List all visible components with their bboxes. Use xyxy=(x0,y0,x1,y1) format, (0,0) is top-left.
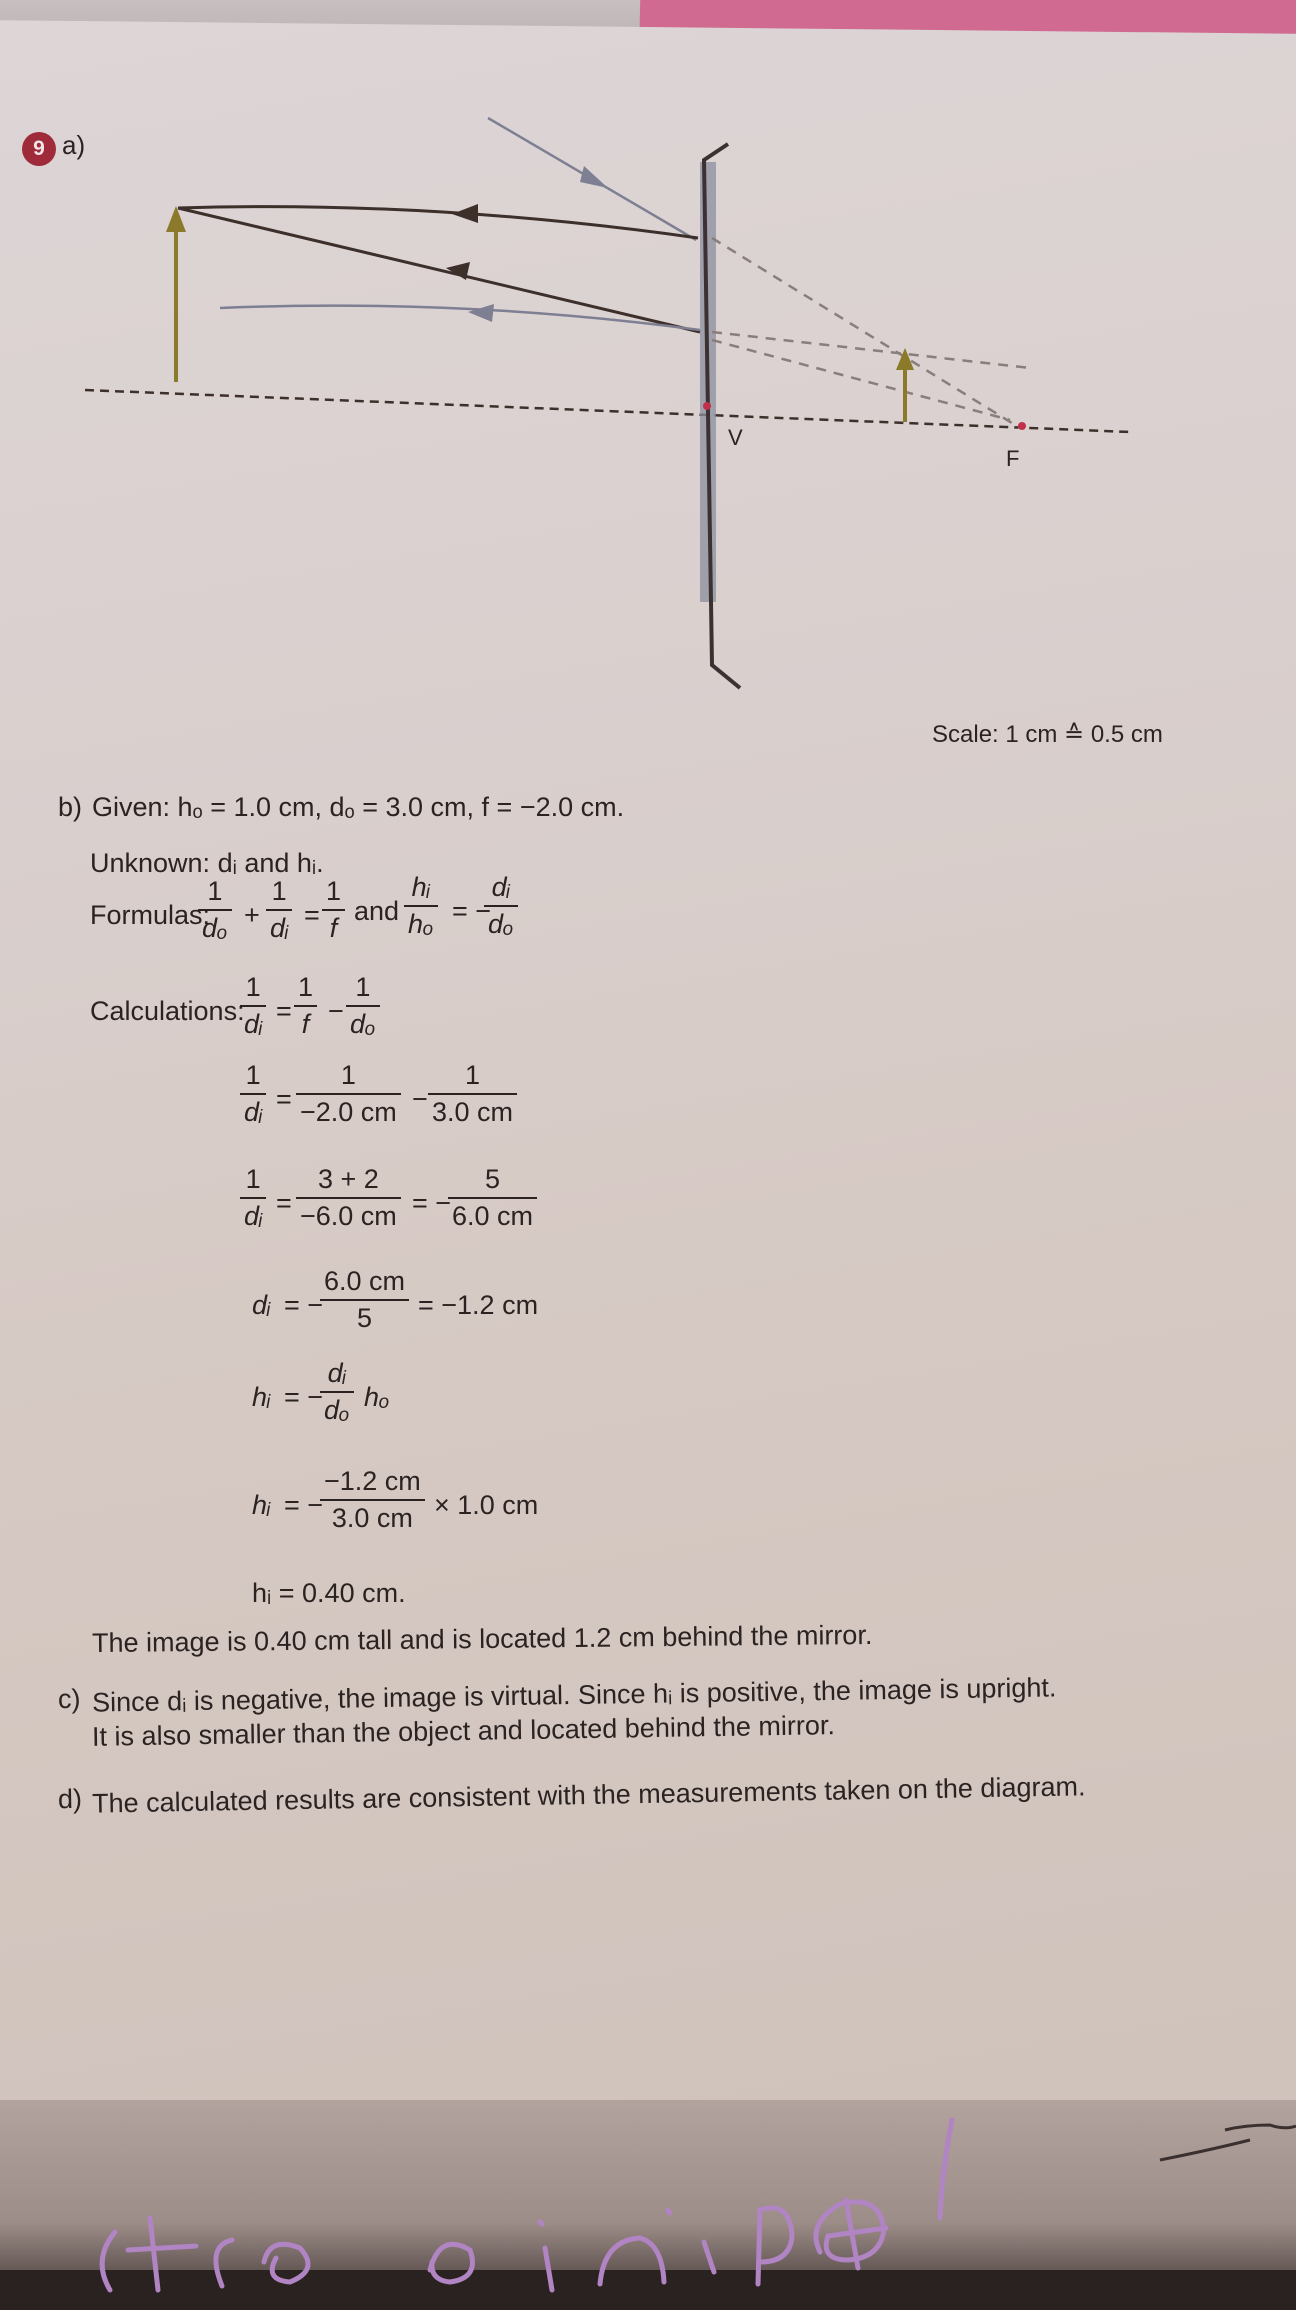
calc2-minus: − xyxy=(412,1084,428,1114)
question-number-badge: 9 xyxy=(22,132,56,166)
given-line: Given: hₒ = 1.0 cm, dₒ = 3.0 cm, f = −2.0 cm. xyxy=(92,792,625,822)
calc7-hi-final: hᵢ = 0.40 cm. xyxy=(252,1578,406,1608)
calc1-1-di: $\frac{1}{\text{dᵢ}}$ xyxy=(240,972,266,1040)
calc5-ho: hₒ xyxy=(364,1382,390,1412)
vertex-label: V xyxy=(728,425,743,450)
part-b-conclusion: The image is 0.40 cm tall and is located 1.2 cm behind the mirror. xyxy=(91,1619,873,1659)
part-c-label: c) xyxy=(57,1683,81,1715)
calc1-minus: − xyxy=(328,996,344,1026)
formula-frac-1-f: $\frac{1}{f}$ xyxy=(322,876,345,944)
calculations-label: Calculations: xyxy=(90,996,245,1026)
part-b-label: b) xyxy=(58,792,83,822)
formulas-label: Formulas: xyxy=(90,900,211,930)
calc3-eq: = xyxy=(276,1188,292,1218)
equals-neg-sign: = − xyxy=(452,896,492,926)
calc2-1-three: $\frac{1}{3.0 cm}$ xyxy=(428,1060,517,1128)
calc6-eq-neg: = − xyxy=(284,1490,324,1520)
calc6-frac: $\frac{-1.2 cm}{3.0 cm}$ xyxy=(320,1466,425,1534)
plus-sign: + xyxy=(244,900,260,930)
calc6-hi: hᵢ xyxy=(252,1490,271,1520)
calc4-frac: $\frac{6.0 cm}{5}$ xyxy=(320,1266,409,1334)
scale-note: Scale: 1 cm ≙ 0.5 cm xyxy=(932,721,1163,748)
calc1-1-f: $\frac{1}{f}$ xyxy=(294,972,317,1040)
formula-frac-di-do: $\frac{\text{dᵢ}}{\text{dₒ}}$ xyxy=(484,872,518,940)
calc2-1-neg2: $\frac{1}{-2.0 cm}$ xyxy=(296,1060,401,1128)
calc4-di: dᵢ xyxy=(252,1290,271,1320)
calc5-hi: hᵢ xyxy=(252,1382,271,1412)
calc4-eq-neg: = − xyxy=(284,1290,324,1320)
part-d-text: The calculated results are consistent with the measurements taken on the diagram. xyxy=(91,1771,1086,1819)
calc5-frac-di-do: $\frac{\text{dᵢ}}{\text{dₒ}}$ xyxy=(320,1358,354,1426)
formula-frac-1-di: $\frac{1}{\text{dᵢ}}$ xyxy=(266,876,292,944)
and-word: and xyxy=(354,896,400,926)
calc5-eq-neg: = − xyxy=(284,1382,324,1412)
calc3-frac-five: $\frac{5}{6.0 cm}$ xyxy=(448,1164,537,1232)
part-a-label: a) xyxy=(62,130,86,160)
part-c-line-1: Since dᵢ is negative, the image is virtual. Since hᵢ is positive, the image is upright. xyxy=(91,1672,1057,1718)
calc3-1-di: $\frac{1}{\text{dᵢ}}$ xyxy=(240,1164,266,1232)
part-c-line-2: It is also smaller than the object and located behind the mirror. xyxy=(91,1710,836,1752)
unknown-line: Unknown: dᵢ and hᵢ. xyxy=(90,848,324,878)
equals-sign: = xyxy=(304,900,320,930)
calc2-eq: = xyxy=(276,1084,292,1114)
calc1-1-do: $\frac{1}{\text{dₒ}}$ xyxy=(346,972,380,1040)
formula-frac-hi-ho: $\frac{\text{hᵢ}}{\text{hₒ}}$ xyxy=(404,872,438,940)
calc3-eq-neg: = − xyxy=(412,1188,452,1218)
calc1-eq: = xyxy=(276,996,292,1026)
calc3-frac-sum: $\frac{3 + 2}{-6.0 cm}$ xyxy=(296,1164,401,1232)
focal-label: F xyxy=(1006,446,1020,471)
calc6-times: × 1.0 cm xyxy=(434,1490,539,1520)
calc2-1-di: $\frac{1}{\text{dᵢ}}$ xyxy=(240,1060,266,1128)
part-d-label: d) xyxy=(57,1783,83,1815)
formula-frac-1-do: $\frac{1}{\text{dₒ}}$ xyxy=(198,876,232,944)
calc4-result: = −1.2 cm xyxy=(418,1290,539,1320)
